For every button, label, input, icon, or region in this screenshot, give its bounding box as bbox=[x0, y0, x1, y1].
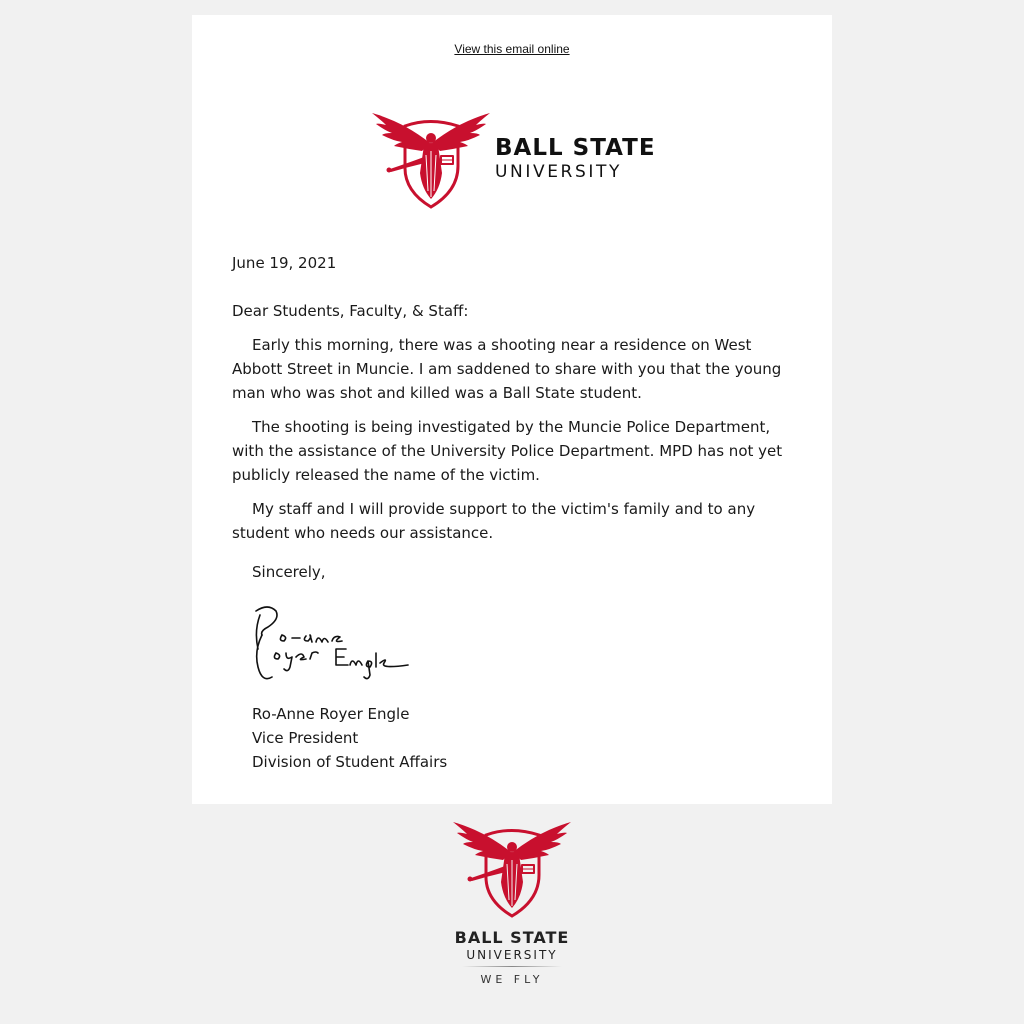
header-logo-line1: BALL STATE bbox=[495, 135, 656, 161]
email-card bbox=[192, 15, 832, 804]
signature-icon bbox=[250, 601, 410, 687]
letter-paragraph bbox=[232, 415, 792, 487]
footer-logo[interactable] bbox=[430, 820, 594, 1000]
signer-title: Vice President bbox=[252, 729, 359, 747]
view-online-link[interactable]: View this email online bbox=[454, 42, 570, 56]
paragraph-text: My staff and I will provide support to the victim's family and to any student who needs our assistance. bbox=[232, 500, 756, 542]
beneficence-icon bbox=[372, 111, 490, 211]
footer-divider bbox=[462, 966, 562, 967]
footer-logo-line1: BALL STATE bbox=[454, 928, 570, 947]
signature-block bbox=[252, 702, 447, 774]
footer-tagline: WE FLY bbox=[480, 973, 544, 986]
letter-paragraph bbox=[232, 497, 792, 545]
signer-name: Ro-Anne Royer Engle bbox=[252, 705, 410, 723]
letter-salutation: Dear Students, Faculty, & Staff: bbox=[232, 302, 469, 320]
letter-paragraph bbox=[232, 333, 792, 405]
footer-logo-line2: UNIVERSITY bbox=[466, 948, 558, 962]
header-logo[interactable] bbox=[372, 111, 654, 211]
header-wordmark bbox=[495, 135, 656, 183]
signer-division: Division of Student Affairs bbox=[252, 753, 448, 771]
header-logo-line2: UNIVERSITY bbox=[495, 162, 622, 182]
view-online-row bbox=[192, 42, 832, 56]
paragraph-text: The shooting is being investigated by the Muncie Police Department, with the assistance of the University Police Department. MPD has not yet publicly released the name of the victim. bbox=[232, 418, 783, 484]
letter-closing: Sincerely, bbox=[252, 563, 326, 581]
footer-wordmark bbox=[430, 928, 594, 987]
paragraph-text: Early this morning, there was a shooting near a residence on West Abbott Street in Muncie. I am saddened to share with you that the young man who was shot and killed was a Ball State student. bbox=[232, 336, 782, 402]
signature-image bbox=[250, 601, 410, 687]
beneficence-icon bbox=[452, 820, 572, 920]
letter-date: June 19, 2021 bbox=[232, 254, 337, 272]
